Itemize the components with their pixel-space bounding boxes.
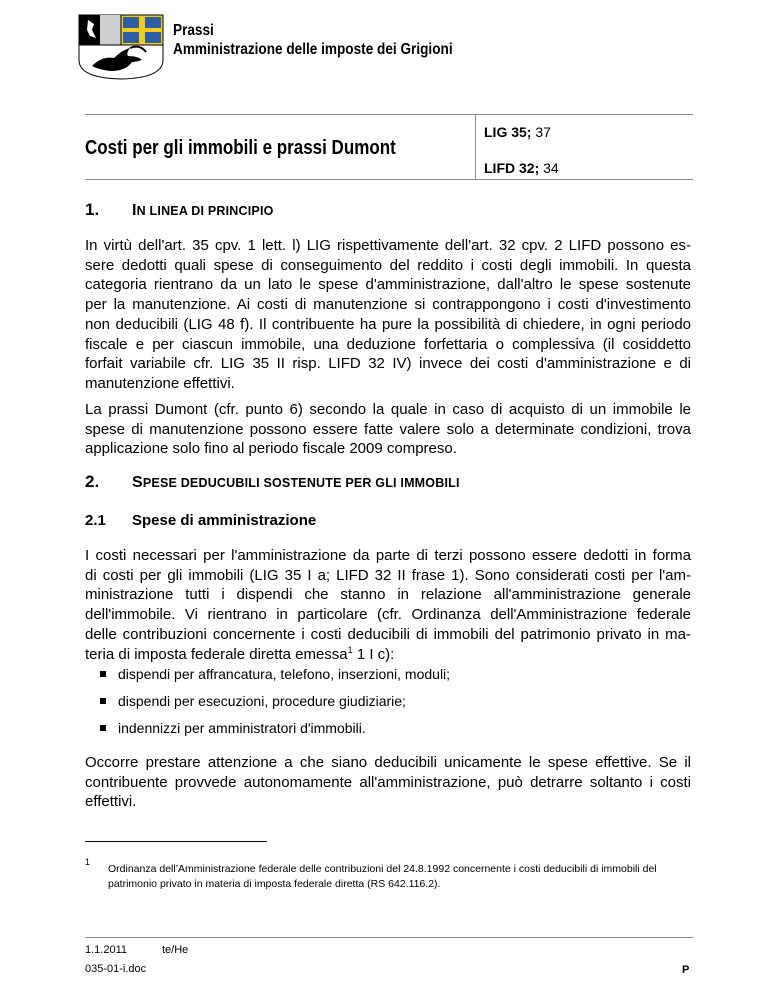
section-2-number: 2. [85, 472, 100, 491]
footnote-separator [85, 841, 267, 842]
bullet-square-icon [100, 725, 106, 731]
footnote-reference: 1 [347, 644, 353, 655]
bullet-item [100, 666, 450, 682]
text-line: effettivi. [85, 793, 137, 811]
reference-lig-code: LIG 35; [484, 124, 532, 140]
reference-lig-articles: 37 [531, 124, 551, 140]
text-line: fiscale e per ciascun immobile, una deduzione forfettaria o complessiva (il cosiddetto [85, 335, 691, 353]
text-fragment: 1 I c): [352, 645, 395, 663]
text-line: non deducibili (LIG 48 f). Il contribuente ha pure la possibilità di chiedere, in ogni periodo [85, 315, 691, 333]
title-box-divider [475, 114, 476, 180]
text-line: contribuente provvede autonomamente all'amministrazione, può detrarre soltanto i costi [85, 773, 691, 791]
bullet-square-icon [100, 671, 106, 677]
org-line-2: Amministrazione delle imposte dei Grigioni [173, 41, 453, 58]
text-line: per la manutenzione. Ai costi di manutenzione si contrappongono i costi d'investimento [85, 296, 691, 314]
footnote-mark: 1 [85, 857, 91, 867]
section-2-heading-cap: S [132, 474, 143, 491]
subsection-2-1-number: 2.1 [85, 512, 106, 529]
bullet-item [100, 720, 366, 736]
text-line: ministrazione tutti i dispendi che stanno in relazione all'amministrazione generale [85, 586, 691, 604]
bullet-square-icon [100, 698, 106, 704]
section-1-heading-cap: I [132, 202, 137, 219]
bullet-item [100, 693, 406, 709]
reference-lifd [484, 160, 559, 176]
footer-rule [85, 937, 693, 938]
footnote-text: Ordinanza dell’Amministrazione federale delle contribuzioni del 24.8.1992 concernente i costi deducibili di immobili del patrimonio privato in materia di imposta federale diretta (RS 642.116.2). [108, 863, 657, 890]
footer-initials: te/He [162, 944, 189, 956]
title-box-top-rule [85, 114, 693, 115]
section-2-paragraph-1 [85, 546, 691, 664]
text-line: Occorre prestare attenzione a che siano deducibili unicamente le spese effettive. Se il [85, 754, 691, 771]
bullet-text: dispendi per affrancatura, telefono, inserzioni, moduli; [118, 666, 451, 682]
text-line: La prassi Dumont (cfr. punto 6) secondo la quale in caso di acquisto di un immobile le [85, 401, 691, 418]
coat-of-arms-logo [78, 14, 164, 80]
text-line: I costi necessari per l'amministrazione da parte di terzi possono essere dedotti in forma [85, 547, 691, 564]
section-1-paragraph-2 [85, 400, 691, 459]
section-2-heading [132, 474, 460, 492]
footer-page-letter: P [682, 964, 690, 976]
document-title: Costi per gli immobili e prassi Dumont [85, 137, 396, 159]
footer-file-name: 035-01-i.doc [85, 963, 147, 975]
text-line: forfait variabile cfr. LIG 35 II risp. LIFD 32 IV) invece dei costi d'amministrazione e di [85, 355, 691, 373]
reference-lifd-code: LIFD 32; [484, 160, 540, 176]
org-line-1: Prassi [173, 22, 214, 39]
section-1-heading [132, 202, 274, 220]
footer-date: 1.1.2011 [85, 944, 128, 956]
title-box-bottom-rule [85, 179, 693, 180]
text-line: sere dedotti quali spese di conseguimento del reddito i costi degli immobili. In questa [85, 256, 691, 274]
reference-lig [484, 124, 551, 140]
section-1-number: 1. [85, 200, 100, 219]
section-2-heading-rest: PESE DEDUCUBILI SOSTENUTE PER GLI IMMOBILI [142, 476, 460, 490]
text-line: applicazione solo fino al periodo fiscale 2009 compreso. [85, 440, 457, 458]
reference-lifd-articles: 34 [539, 160, 559, 176]
text-line: di costi per gli immobili (LIG 35 I a; LIFD 32 II frase 1). Sono considerati costi per l'am- [85, 566, 691, 584]
bullet-text: dispendi per esecuzioni, procedure giudiziarie; [118, 693, 406, 709]
text-line [85, 645, 691, 665]
section-1-heading-rest: N LINEA DI PRINCIPIO [136, 204, 274, 218]
text-line: spese di manutenzione possono essere fatte valere solo a determinate condizioni, trova [85, 420, 691, 438]
text-line: In virtù dell'art. 35 cpv. 1 lett. l) LIG rispettivamente dell'art. 32 cpv. 2 LIFD possono es- [85, 237, 691, 254]
text-line: categoria rientrano da un lato le spese d'amministrazione, dall'altro le spese sostenute [85, 276, 691, 294]
section-1-paragraph-1 [85, 236, 691, 394]
subsection-2-1-title: Spese di amministrazione [132, 512, 317, 529]
text-line: delle contribuzioni concernente i costi deducibili di immobili del patrimonio privato in ma- [85, 625, 691, 643]
text-line: manutenzione effettivi. [85, 374, 235, 392]
bullet-text: indennizzi per amministratori d'immobili. [118, 720, 366, 736]
text-line: dell'immobile. Vi rientrano in particolare (cfr. Ordinanza dell'Amministrazione federale [85, 606, 691, 624]
text-fragment: teria di imposta federale diretta emessa [85, 645, 348, 663]
section-2-paragraph-2 [85, 753, 691, 812]
